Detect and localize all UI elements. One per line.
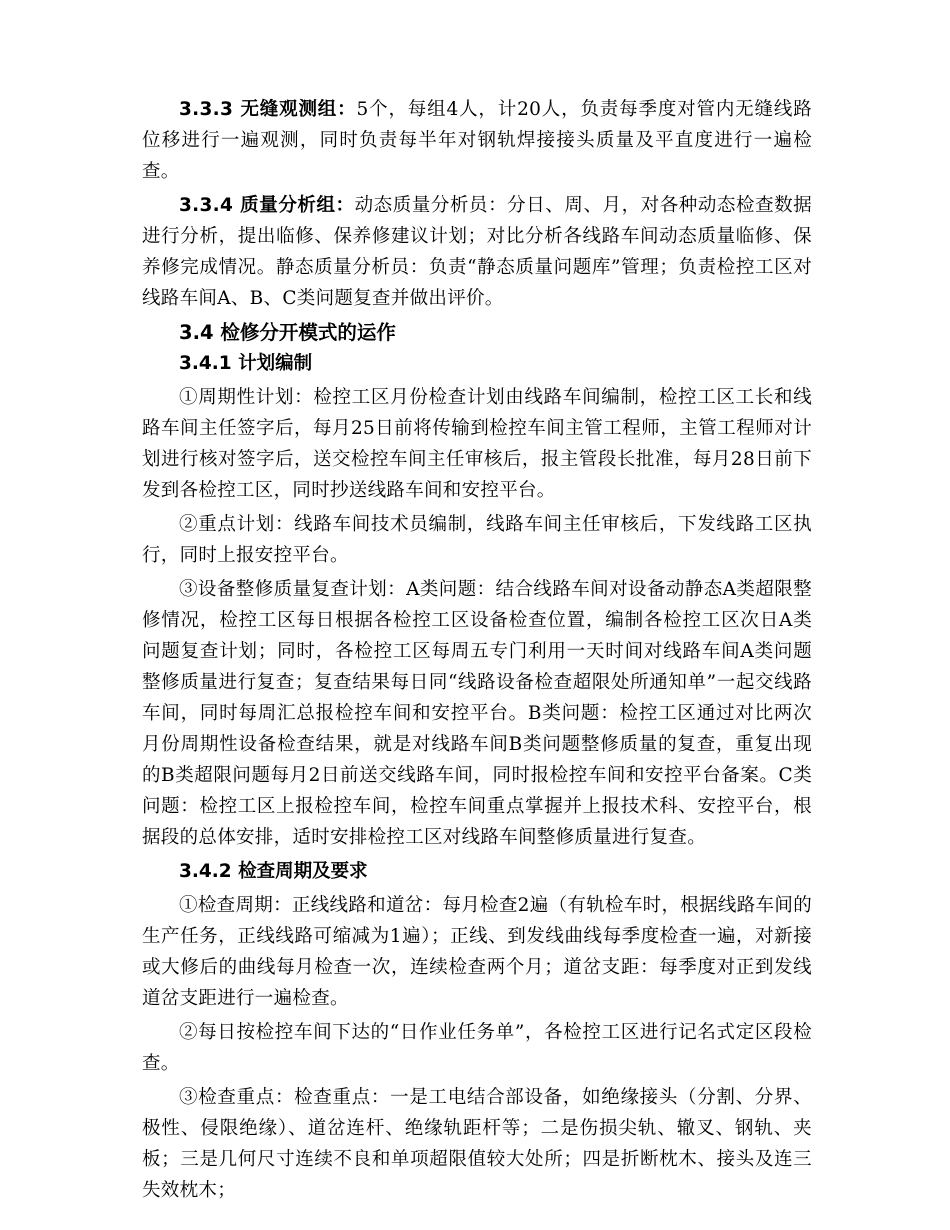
- paragraph-inspection-cycle: ①检查周期：正线线路和道岔：每月检查2遍（有轨检车时，根据线路车间的生产任务，正线线路可缩减为1遍）；正线、到发线曲线每季度检查一遍，对新接或大修后的曲线每月检查一次，连续检查两个月；道岔支距：每季度对正到发线道岔支距进行一遍检查。: [142, 895, 812, 1009]
- paragraph-3-3-3-text: 5个，每组4人，计20人，负责每季度对管内无缝线路位移进行一遍观测，同时负责每半年对钢轨焊接接头质量及平直度进行一遍检查。: [142, 99, 812, 182]
- paragraph-3-3-4: [142, 190, 812, 314]
- heading-3-3-3: 3.3.3 无缝观测组：: [179, 99, 357, 120]
- paragraph-inspection-focus: ③检查重点：检查重点：一是工电结合部设备，如绝缘接头（分割、分界、极性、侵限绝缘）、道岔连杆、绝缘轨距杆等；二是伤损尖轨、辙叉、钢轨、夹板；三是几何尺寸连续不良和单项超限值较大处所；四是折断枕木、接头及连三失效枕木；: [142, 1087, 812, 1201]
- paragraph-3-3-3: [142, 94, 812, 187]
- paragraph-daily-task: ②每日按检控车间下达的“日作业任务单”，各检控工区进行记名式定区段检查。: [142, 1022, 812, 1074]
- paragraph-recheck-plan: ③设备整修质量复查计划：A类问题：结合线路车间对设备动静态A类超限整修情况，检控工区每日根据各检控工区设备检查位置，编制各检控工区次日A类问题复查计划；同时，各检控工区每周五专门利用一天时间对线路车间A类问题整修质量进行复查；复查结果每日同“线路设备检查超限处所通知单”一起交线路车间，同时每周汇总报检控车间和安控平台。B类问题：检控工区通过对比两次月份周期性设备检查结果，就是对线路车间B类问题整修质量的复查，重复出现的B类超限问题每月2日前送交线路车间，同时报检控车间和安控平台备案。C类问题：检控工区上报检控车间，检控车间重点掌握并上报技术科、安控平台，根据段的总体安排，适时安排检控工区对线路车间整修质量进行复查。: [142, 579, 812, 848]
- paragraph-3-3-4-text: 动态质量分析员：分日、周、月，对各种动态检查数据进行分析，提出临修、保养修建议计划；对比分析各线路车间动态质量临修、保养修完成情况。静态质量分析员：负责“静态质量问题库”管理；负责检控工区对线路车间A、B、C类问题复查并做出评价。: [142, 195, 813, 309]
- section-heading-3-4: 3.4 检修分开模式的运作: [179, 321, 396, 344]
- subsection-heading-3-4-1: 3.4.1 计划编制: [179, 353, 313, 374]
- paragraph-periodic-plan: ①周期性计划：检控工区月份检查计划由线路车间编制，检控工区工长和线路车间主任签字后，每月25日前将传输到检控车间主管工程师，主管工程师对计划进行核对签字后，送交检控车间主任审核后，报主管段长批准，每月28日前下发到各检控工区，同时抄送线路车间和安控平台。: [142, 387, 812, 501]
- heading-3-3-4: 3.3.4 质量分析组：: [179, 195, 355, 216]
- paragraph-key-plan: ②重点计划：线路车间技术员编制，线路车间主任审核后，下发线路工区执行，同时上报安控平台。: [142, 514, 812, 566]
- subsection-heading-3-4-2: 3.4.2 检查周期及要求: [179, 861, 368, 882]
- document-page: [142, 94, 812, 1206]
